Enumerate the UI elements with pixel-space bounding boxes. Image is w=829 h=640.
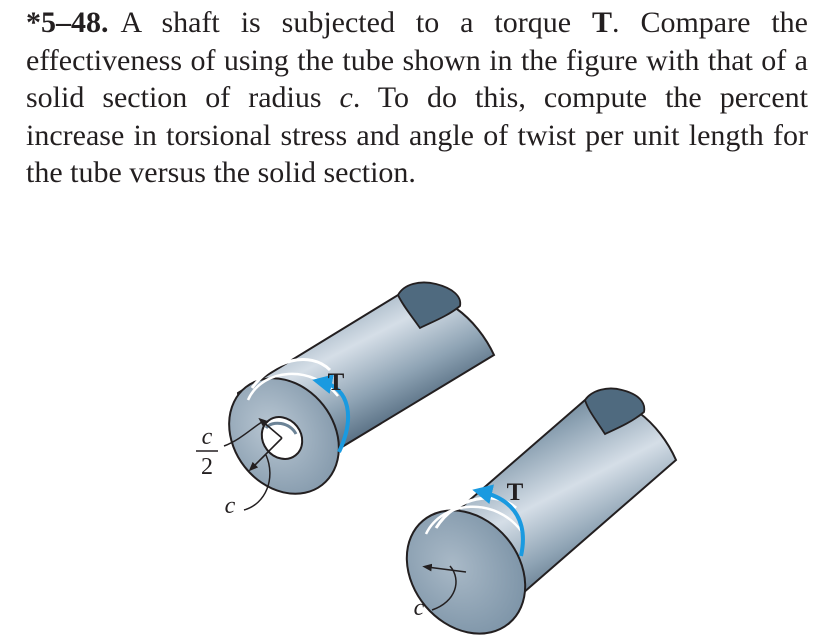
solid-shaft: [382, 388, 676, 640]
problem-text-part-1: A shaft is subjected to a torque: [120, 6, 592, 39]
radius-symbol: c: [339, 81, 353, 114]
problem-text-part-2: . Compare the effectiveness of using the tube shown in the figure with that of a solid section of radius: [26, 6, 808, 114]
tube-outer-radius-label: c: [224, 493, 236, 519]
hollow-tube: [196, 282, 494, 519]
solid-torque-label: T: [506, 479, 524, 506]
problem-number: *5–48.: [26, 6, 109, 39]
torque-symbol: T: [591, 6, 612, 39]
problem-text-part-3: . To do this, compute the percent increase in torsional stress and angle of twist per unit length for the tube versus the solid section.: [26, 81, 808, 189]
tube-inner-radius-numerator: c: [201, 424, 213, 450]
tube-inner-radius-denominator: 2: [201, 454, 213, 480]
solid-radius-label: c: [413, 595, 425, 621]
tube-torque-label: T: [327, 369, 345, 396]
